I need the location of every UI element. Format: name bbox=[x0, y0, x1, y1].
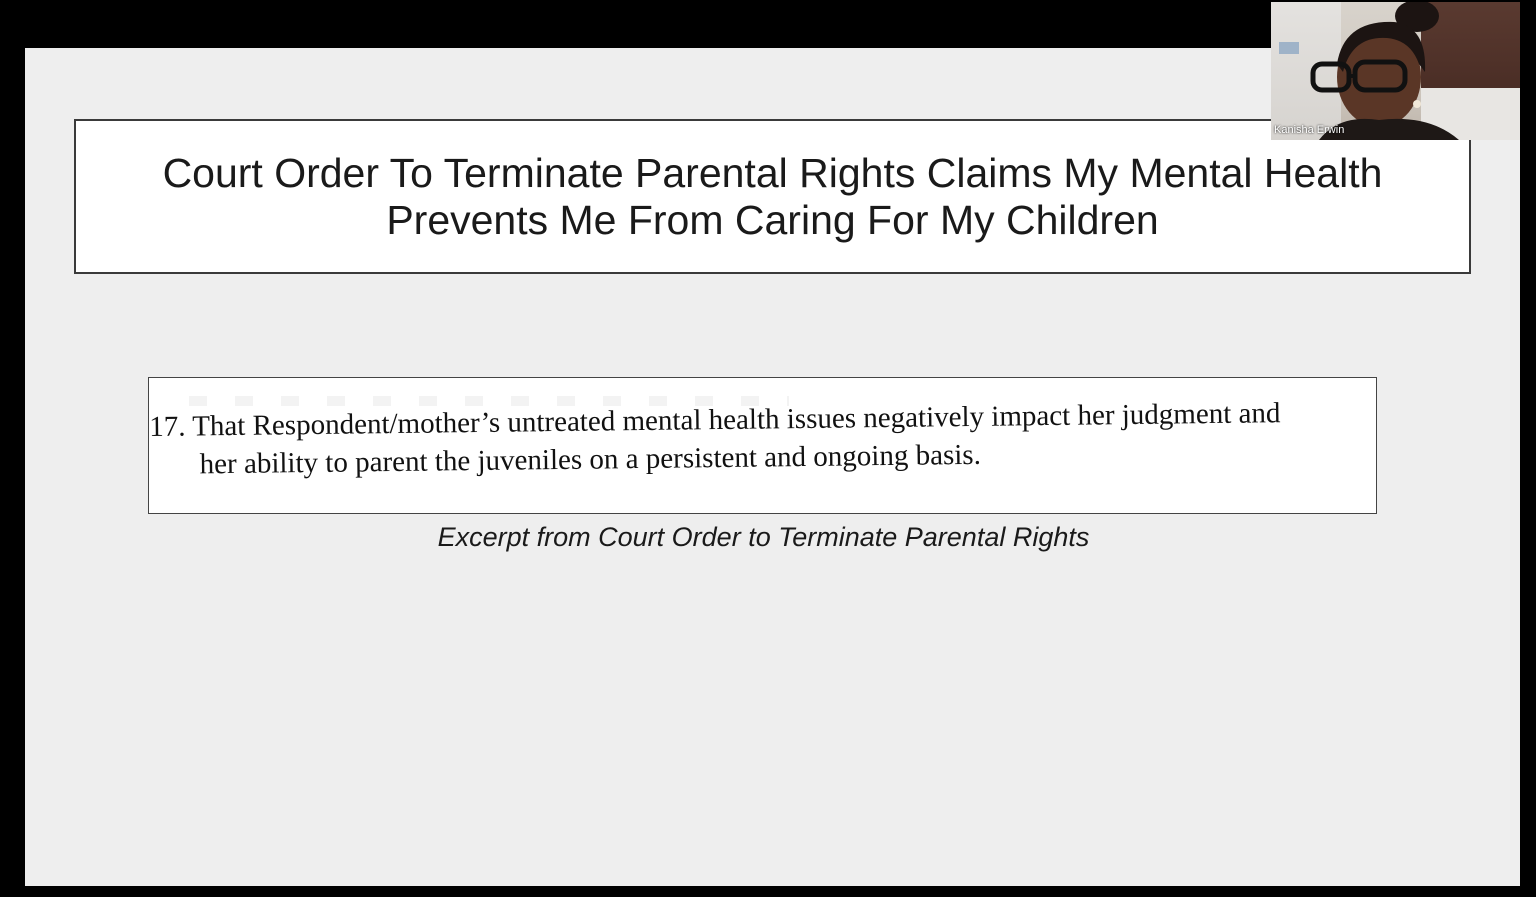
excerpt-line-2: her ability to parent the juveniles on a persistent and ongoing basis. bbox=[199, 438, 982, 481]
court-order-excerpt bbox=[148, 377, 1377, 514]
excerpt-text-block bbox=[149, 393, 1360, 484]
participant-video-tile[interactable] bbox=[1271, 2, 1520, 140]
presentation-slide bbox=[25, 48, 1520, 886]
slide-title-box bbox=[74, 119, 1471, 274]
video-background-object bbox=[1279, 42, 1299, 54]
participant-name-label: Kanisha Erwin bbox=[1274, 124, 1345, 136]
slide-title-line-2: Prevents Me From Caring For My Children bbox=[386, 196, 1159, 243]
excerpt-caption: Excerpt from Court Order to Terminate Parental Rights bbox=[437, 522, 1090, 552]
excerpt-line-1: 17. That Respondent/mother’s untreated mental health issues negatively impact her judgment and bbox=[149, 397, 1281, 443]
slide-title-line-1: Court Order To Terminate Parental Rights Claims My Mental Health bbox=[162, 149, 1383, 196]
participant-person-image bbox=[1299, 2, 1469, 140]
